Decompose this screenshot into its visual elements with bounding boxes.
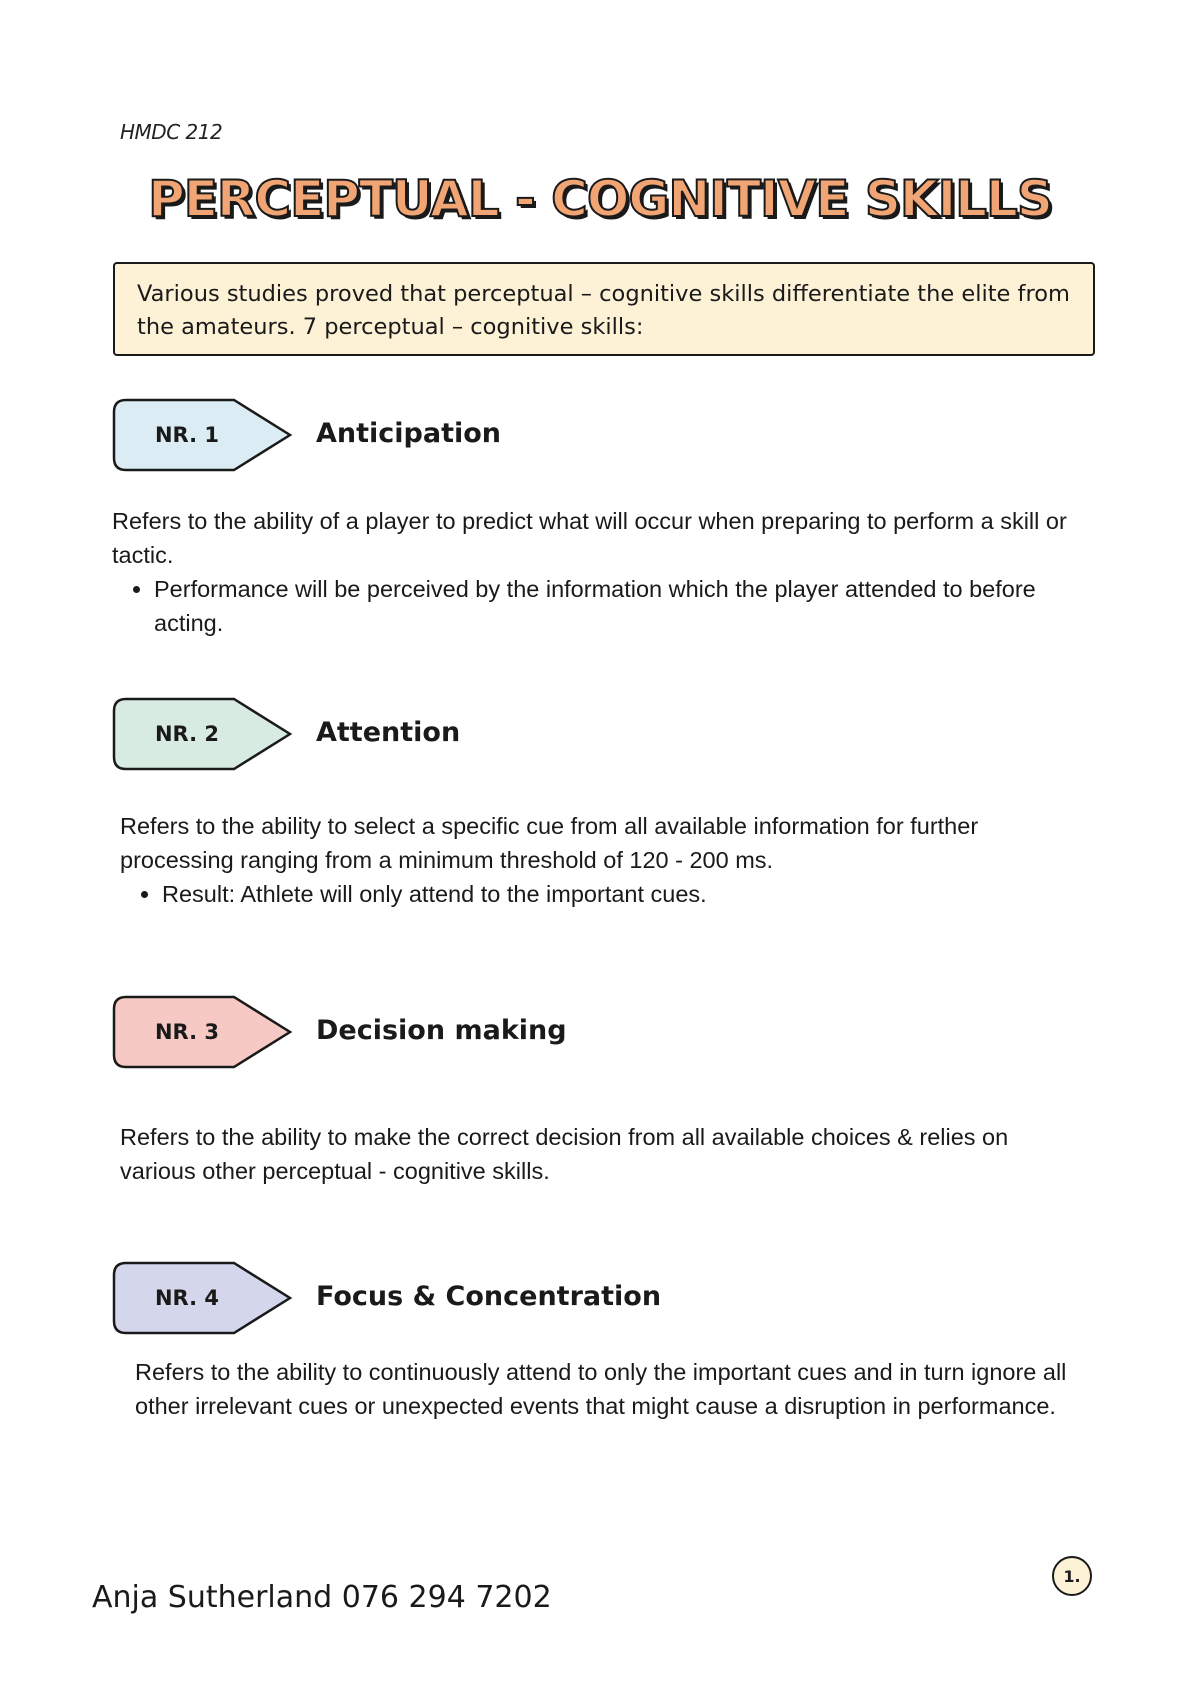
page-title: PERCEPTUAL - COGNITIVE SKILLS [148,170,1052,228]
section-text: Refers to the ability to continuously attend to only the important cues and in turn ignore all other irrelevant cues or unexpected events that might cause a disruption in performance. [135,1359,1067,1419]
tag-nr-1 [112,398,294,472]
section-heading-focus-concentration: Focus & Concentration [316,1281,662,1312]
course-code: HMDC 212 [120,120,223,144]
footer-author: Anja Sutherland 076 294 7202 [92,1580,552,1615]
tag-nr-3 [112,995,294,1069]
tag-label: NR. 1 [154,423,220,447]
tag-nr-4 [112,1261,294,1335]
section-text: Refers to the ability to make the correct decision from all available choices & relies on various other perceptual - cognitive skills. [120,1124,1009,1184]
section-text: Refers to the ability to select a specific cue from all available information for further processing ranging from a minimum threshold of 120 - 200 ms. [120,813,979,873]
tag-label: NR. 2 [154,722,220,746]
bullet-item: • Performance will be perceived by the information which the player attended to before acting. [154,572,1072,640]
tag-label: NR. 4 [154,1286,220,1310]
page-number: 1. [1052,1556,1092,1596]
intro-box: Various studies proved that perceptual – cognitive skills differentiate the elite from the amateurs. 7 perceptual – cognitive skills: [113,262,1095,356]
section-body-decision-making [120,1120,1080,1188]
section-heading-anticipation: Anticipation [316,418,502,449]
section-body-focus-concentration [135,1355,1085,1423]
tag-label: NR. 3 [154,1020,220,1044]
bullet-list [112,572,1072,640]
section-heading-decision-making: Decision making [316,1015,567,1046]
section-text: Refers to the ability of a player to predict what will occur when preparing to perform a skill or tactic. [112,508,1067,568]
tag-nr-2 [112,697,294,771]
section-body-anticipation [112,504,1072,640]
bullet-item: • Result: Athlete will only attend to the important cues. [162,877,1080,911]
section-body-attention [120,809,1080,911]
bullet-list [120,877,1080,911]
section-heading-attention: Attention [316,717,461,748]
